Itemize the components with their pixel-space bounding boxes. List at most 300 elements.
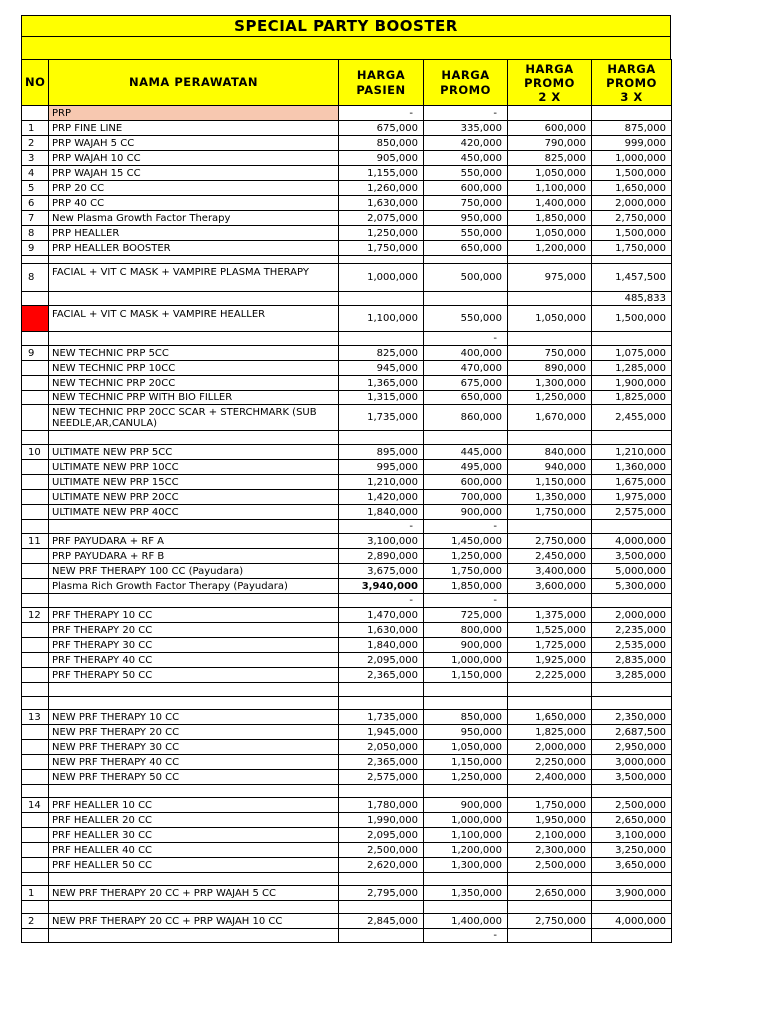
cell-harga-promo-3x <box>592 785 672 798</box>
cell-harga-promo: 900,000 <box>424 798 508 813</box>
cell-no <box>22 391 49 405</box>
table-row <box>22 256 672 264</box>
cell-nama-perawatan: PRF THERAPY 40 CC <box>49 653 339 668</box>
table-row <box>22 740 672 755</box>
cell-harga-promo-3x: 4,000,000 <box>592 914 672 929</box>
cell-harga-pasien: 3,675,000 <box>339 564 424 579</box>
cell-harga-promo-2x: 1,300,000 <box>508 376 592 391</box>
cell-harga-promo-2x: 790,000 <box>508 136 592 151</box>
cell-harga-promo: 335,000 <box>424 121 508 136</box>
cell-harga-promo: 1,150,000 <box>424 668 508 683</box>
cell-harga-promo-3x: 1,360,000 <box>592 460 672 475</box>
cell-harga-promo: 1,750,000 <box>424 564 508 579</box>
cell-nama-perawatan: PRP <box>49 106 339 121</box>
table-row <box>22 505 672 520</box>
cell-harga-promo: 1,100,000 <box>424 828 508 843</box>
cell-no <box>22 785 49 798</box>
cell-harga-promo: 650,000 <box>424 391 508 405</box>
table-row <box>22 211 672 226</box>
cell-harga-promo: 750,000 <box>424 196 508 211</box>
cell-nama-perawatan: NEW PRF THERAPY 20 CC <box>49 725 339 740</box>
cell-no <box>22 929 49 943</box>
cell-harga-promo: 1,050,000 <box>424 740 508 755</box>
table-row <box>22 431 672 445</box>
cell-harga-promo: 1,300,000 <box>424 858 508 873</box>
price-table <box>21 59 672 943</box>
cell-no <box>22 740 49 755</box>
cell-harga-pasien: 1,000,000 <box>339 264 424 292</box>
table-row <box>22 638 672 653</box>
table-row <box>22 798 672 813</box>
header-harga-promo-2x-l3: 2 X <box>538 89 561 104</box>
cell-nama-perawatan: ULTIMATE NEW PRP 10CC <box>49 460 339 475</box>
cell-harga-pasien <box>339 901 424 914</box>
cell-harga-promo: - <box>424 332 508 346</box>
cell-harga-pasien: 2,095,000 <box>339 653 424 668</box>
cell-nama-perawatan: New Plasma Growth Factor Therapy <box>49 211 339 226</box>
table-row <box>22 196 672 211</box>
cell-no <box>22 376 49 391</box>
cell-harga-promo-2x: 1,150,000 <box>508 475 592 490</box>
cell-harga-promo: 495,000 <box>424 460 508 475</box>
cell-nama-perawatan <box>49 785 339 798</box>
cell-harga-pasien: 1,780,000 <box>339 798 424 813</box>
cell-nama-perawatan: NEW PRF THERAPY 10 CC <box>49 710 339 725</box>
cell-harga-pasien <box>339 431 424 445</box>
cell-nama-perawatan: PRF THERAPY 30 CC <box>49 638 339 653</box>
cell-harga-promo-3x: 3,500,000 <box>592 549 672 564</box>
cell-nama-perawatan: PRP WAJAH 5 CC <box>49 136 339 151</box>
cell-harga-promo: - <box>424 520 508 534</box>
cell-harga-promo-2x: 2,225,000 <box>508 668 592 683</box>
cell-harga-promo-3x: 3,650,000 <box>592 858 672 873</box>
cell-nama-perawatan: PRF HEALLER 30 CC <box>49 828 339 843</box>
cell-harga-promo: 1,250,000 <box>424 770 508 785</box>
cell-no: 5 <box>22 181 49 196</box>
cell-harga-pasien: 1,735,000 <box>339 405 424 431</box>
cell-no <box>22 564 49 579</box>
cell-nama-perawatan: NEW PRF THERAPY 30 CC <box>49 740 339 755</box>
table-row <box>22 828 672 843</box>
cell-harga-promo-3x <box>592 929 672 943</box>
table-row <box>22 579 672 594</box>
table-row <box>22 914 672 929</box>
cell-nama-perawatan: NEW TECHNIC PRP 20CC SCAR + STERCHMARK (SUB NEEDLE,AR,CANULA) <box>49 405 339 431</box>
table-row <box>22 241 672 256</box>
table-row <box>22 346 672 361</box>
cell-no <box>22 106 49 121</box>
cell-harga-promo: 900,000 <box>424 638 508 653</box>
cell-no: 14 <box>22 798 49 813</box>
table-row <box>22 785 672 798</box>
cell-harga-promo: 950,000 <box>424 725 508 740</box>
cell-harga-pasien <box>339 683 424 697</box>
cell-nama-perawatan: NEW PRF THERAPY 40 CC <box>49 755 339 770</box>
cell-harga-promo-3x: 3,285,000 <box>592 668 672 683</box>
cell-harga-promo: 420,000 <box>424 136 508 151</box>
cell-no <box>22 579 49 594</box>
cell-harga-pasien: 1,100,000 <box>339 306 424 332</box>
cell-harga-promo: - <box>424 594 508 608</box>
cell-harga-promo-3x: 1,500,000 <box>592 306 672 332</box>
table-row <box>22 668 672 683</box>
cell-harga-promo-2x: 1,750,000 <box>508 505 592 520</box>
cell-nama-perawatan: ULTIMATE NEW PRP 20CC <box>49 490 339 505</box>
cell-harga-pasien: 1,945,000 <box>339 725 424 740</box>
cell-harga-promo: 450,000 <box>424 151 508 166</box>
cell-harga-promo-3x: 2,750,000 <box>592 211 672 226</box>
table-row <box>22 697 672 710</box>
cell-harga-promo-3x: 1,000,000 <box>592 151 672 166</box>
cell-harga-promo-2x <box>508 785 592 798</box>
cell-harga-pasien: 1,630,000 <box>339 623 424 638</box>
header-harga-promo-2x-l2: PROMO <box>524 75 575 90</box>
cell-harga-promo <box>424 256 508 264</box>
cell-no <box>22 505 49 520</box>
cell-harga-promo: 1,250,000 <box>424 549 508 564</box>
cell-harga-promo-2x: 940,000 <box>508 460 592 475</box>
cell-nama-perawatan: NEW TECHNIC PRP 5CC <box>49 346 339 361</box>
table-row <box>22 306 672 332</box>
cell-nama-perawatan: NEW TECHNIC PRP WITH BIO FILLER <box>49 391 339 405</box>
cell-harga-promo: 1,850,000 <box>424 579 508 594</box>
cell-harga-promo-2x: 1,350,000 <box>508 490 592 505</box>
cell-harga-promo-3x: 1,210,000 <box>592 445 672 460</box>
cell-harga-pasien: 1,260,000 <box>339 181 424 196</box>
cell-no <box>22 668 49 683</box>
cell-nama-perawatan <box>49 292 339 306</box>
cell-harga-promo: 860,000 <box>424 405 508 431</box>
cell-harga-promo-3x: 1,750,000 <box>592 241 672 256</box>
cell-harga-promo-2x <box>508 594 592 608</box>
cell-harga-promo-2x: 2,400,000 <box>508 770 592 785</box>
cell-harga-promo <box>424 292 508 306</box>
table-row <box>22 710 672 725</box>
table-row <box>22 755 672 770</box>
cell-harga-promo-2x <box>508 106 592 121</box>
cell-nama-perawatan <box>49 431 339 445</box>
cell-harga-pasien <box>339 785 424 798</box>
cell-harga-promo-3x: 3,100,000 <box>592 828 672 843</box>
cell-harga-pasien: - <box>339 520 424 534</box>
cell-harga-promo <box>424 873 508 886</box>
cell-harga-promo-3x: 2,350,000 <box>592 710 672 725</box>
cell-harga-promo: 470,000 <box>424 361 508 376</box>
cell-harga-promo-3x: 5,000,000 <box>592 564 672 579</box>
cell-nama-perawatan: PRF HEALLER 10 CC <box>49 798 339 813</box>
cell-nama-perawatan: NEW TECHNIC PRP 20CC <box>49 376 339 391</box>
cell-harga-promo: 700,000 <box>424 490 508 505</box>
header-harga-promo-3x-l1: HARGA <box>607 61 656 76</box>
cell-nama-perawatan: FACIAL + VIT C MASK + VAMPIRE PLASMA THERAPY <box>49 264 339 292</box>
cell-no: 11 <box>22 534 49 549</box>
cell-harga-promo-3x: 1,457,500 <box>592 264 672 292</box>
table-row <box>22 166 672 181</box>
cell-harga-promo-3x: 1,075,000 <box>592 346 672 361</box>
cell-nama-perawatan: PRP FINE LINE <box>49 121 339 136</box>
cell-nama-perawatan: PRP HEALLER <box>49 226 339 241</box>
cell-harga-promo-3x: 2,235,000 <box>592 623 672 638</box>
header-nama-perawatan: NAMA PERAWATAN <box>49 60 339 106</box>
cell-harga-pasien: 2,365,000 <box>339 755 424 770</box>
cell-harga-promo-2x: 1,100,000 <box>508 181 592 196</box>
cell-harga-promo-2x <box>508 697 592 710</box>
cell-harga-promo: 900,000 <box>424 505 508 520</box>
cell-harga-promo: - <box>424 106 508 121</box>
table-row <box>22 292 672 306</box>
cell-harga-promo-2x: 2,450,000 <box>508 549 592 564</box>
cell-harga-promo-3x: 1,500,000 <box>592 166 672 181</box>
cell-harga-pasien: 1,630,000 <box>339 196 424 211</box>
cell-harga-promo: 600,000 <box>424 181 508 196</box>
cell-no: 7 <box>22 211 49 226</box>
cell-harga-promo-2x: 1,400,000 <box>508 196 592 211</box>
cell-harga-promo-3x: 2,650,000 <box>592 813 672 828</box>
cell-no <box>22 813 49 828</box>
cell-harga-pasien <box>339 256 424 264</box>
cell-nama-perawatan: Plasma Rich Growth Factor Therapy (Payudara) <box>49 579 339 594</box>
cell-nama-perawatan: NEW PRF THERAPY 20 CC + PRP WAJAH 5 CC <box>49 886 339 901</box>
cell-harga-promo-2x <box>508 683 592 697</box>
cell-no: 1 <box>22 886 49 901</box>
cell-harga-pasien: 2,845,000 <box>339 914 424 929</box>
table-row <box>22 813 672 828</box>
cell-nama-perawatan: NEW PRF THERAPY 50 CC <box>49 770 339 785</box>
price-table-body <box>22 106 672 943</box>
cell-harga-pasien: - <box>339 594 424 608</box>
cell-harga-promo-2x: 2,750,000 <box>508 534 592 549</box>
cell-harga-pasien: 1,750,000 <box>339 241 424 256</box>
table-row <box>22 929 672 943</box>
cell-harga-promo-2x: 840,000 <box>508 445 592 460</box>
cell-harga-promo-3x: 485,833 <box>592 292 672 306</box>
cell-harga-promo: 800,000 <box>424 623 508 638</box>
cell-no <box>22 683 49 697</box>
table-row <box>22 106 672 121</box>
cell-nama-perawatan: PRF THERAPY 50 CC <box>49 668 339 683</box>
cell-harga-promo-2x: 2,100,000 <box>508 828 592 843</box>
cell-harga-promo-2x <box>508 929 592 943</box>
header-harga-pasien-l2: PASIEN <box>356 82 406 97</box>
cell-nama-perawatan <box>49 873 339 886</box>
cell-nama-perawatan: FACIAL + VIT C MASK + VAMPIRE HEALLER <box>49 306 339 332</box>
cell-harga-promo-3x: 3,000,000 <box>592 755 672 770</box>
cell-harga-pasien <box>339 292 424 306</box>
table-row <box>22 121 672 136</box>
cell-harga-pasien: 2,620,000 <box>339 858 424 873</box>
header-harga-pasien <box>339 60 424 106</box>
cell-harga-promo-2x <box>508 901 592 914</box>
cell-harga-promo-2x: 3,600,000 <box>508 579 592 594</box>
cell-no <box>22 306 49 332</box>
cell-nama-perawatan <box>49 901 339 914</box>
cell-nama-perawatan: PRF THERAPY 10 CC <box>49 608 339 623</box>
cell-harga-promo-3x: 2,950,000 <box>592 740 672 755</box>
cell-harga-promo-2x: 1,525,000 <box>508 623 592 638</box>
cell-harga-promo-2x <box>508 431 592 445</box>
cell-harga-pasien: 825,000 <box>339 346 424 361</box>
cell-nama-perawatan: PRF PAYUDARA + RF A <box>49 534 339 549</box>
table-row <box>22 361 672 376</box>
table-row <box>22 490 672 505</box>
cell-no <box>22 475 49 490</box>
cell-harga-promo-2x <box>508 292 592 306</box>
cell-harga-promo <box>424 785 508 798</box>
table-row <box>22 475 672 490</box>
cell-no <box>22 770 49 785</box>
cell-no <box>22 549 49 564</box>
cell-no <box>22 653 49 668</box>
cell-nama-perawatan: ULTIMATE NEW PRP 5CC <box>49 445 339 460</box>
cell-nama-perawatan <box>49 332 339 346</box>
table-row <box>22 725 672 740</box>
table-row <box>22 683 672 697</box>
cell-no <box>22 460 49 475</box>
cell-harga-promo-3x: 1,900,000 <box>592 376 672 391</box>
cell-no <box>22 292 49 306</box>
cell-harga-pasien <box>339 873 424 886</box>
table-row <box>22 653 672 668</box>
cell-harga-promo-3x: 1,650,000 <box>592 181 672 196</box>
cell-harga-promo <box>424 697 508 710</box>
cell-harga-promo-3x: 999,000 <box>592 136 672 151</box>
cell-harga-promo-3x <box>592 594 672 608</box>
table-row <box>22 226 672 241</box>
table-row <box>22 460 672 475</box>
cell-harga-promo-2x: 1,725,000 <box>508 638 592 653</box>
cell-harga-pasien: 1,420,000 <box>339 490 424 505</box>
cell-harga-promo-3x: 2,687,500 <box>592 725 672 740</box>
cell-nama-perawatan: NEW TECHNIC PRP 10CC <box>49 361 339 376</box>
cell-harga-promo-2x: 1,750,000 <box>508 798 592 813</box>
cell-harga-promo-3x <box>592 697 672 710</box>
cell-harga-promo-2x <box>508 256 592 264</box>
cell-harga-pasien: - <box>339 106 424 121</box>
table-row <box>22 858 672 873</box>
cell-harga-promo-3x <box>592 873 672 886</box>
cell-harga-pasien: 995,000 <box>339 460 424 475</box>
cell-harga-promo-2x: 2,300,000 <box>508 843 592 858</box>
cell-no <box>22 873 49 886</box>
cell-nama-perawatan: NEW PRF THERAPY 100 CC (Payudara) <box>49 564 339 579</box>
cell-harga-pasien: 2,500,000 <box>339 843 424 858</box>
cell-nama-perawatan: NEW PRF THERAPY 20 CC + PRP WAJAH 10 CC <box>49 914 339 929</box>
cell-harga-promo-2x: 1,050,000 <box>508 166 592 181</box>
table-row <box>22 770 672 785</box>
cell-harga-promo-2x: 1,925,000 <box>508 653 592 668</box>
cell-no <box>22 405 49 431</box>
cell-nama-perawatan: PRF HEALLER 20 CC <box>49 813 339 828</box>
cell-harga-promo-2x: 750,000 <box>508 346 592 361</box>
cell-harga-promo: 445,000 <box>424 445 508 460</box>
cell-harga-promo-3x: 1,285,000 <box>592 361 672 376</box>
table-row <box>22 549 672 564</box>
cell-harga-promo-2x: 3,400,000 <box>508 564 592 579</box>
cell-no: 2 <box>22 136 49 151</box>
cell-harga-promo <box>424 901 508 914</box>
table-row <box>22 901 672 914</box>
cell-harga-promo-3x <box>592 683 672 697</box>
cell-harga-promo-2x: 1,825,000 <box>508 725 592 740</box>
header-harga-promo-3x-l2: PROMO <box>606 75 657 90</box>
cell-harga-pasien <box>339 332 424 346</box>
cell-harga-pasien: 1,365,000 <box>339 376 424 391</box>
cell-nama-perawatan: PRF HEALLER 50 CC <box>49 858 339 873</box>
cell-no <box>22 594 49 608</box>
cell-no <box>22 361 49 376</box>
cell-no: 13 <box>22 710 49 725</box>
cell-harga-pasien: 1,155,000 <box>339 166 424 181</box>
cell-harga-promo-3x: 875,000 <box>592 121 672 136</box>
cell-harga-promo-3x <box>592 332 672 346</box>
cell-harga-promo-2x: 2,750,000 <box>508 914 592 929</box>
cell-harga-pasien: 2,890,000 <box>339 549 424 564</box>
cell-no <box>22 520 49 534</box>
cell-harga-promo-2x: 1,200,000 <box>508 241 592 256</box>
cell-no <box>22 725 49 740</box>
cell-harga-promo-2x: 2,250,000 <box>508 755 592 770</box>
header-harga-promo-l2: PROMO <box>440 82 491 97</box>
header-harga-pasien-l1: HARGA <box>356 67 406 82</box>
cell-no <box>22 697 49 710</box>
header-harga-promo-2x <box>508 60 592 106</box>
cell-harga-pasien <box>339 929 424 943</box>
cell-harga-pasien: 675,000 <box>339 121 424 136</box>
table-row <box>22 264 672 292</box>
header-harga-promo <box>424 60 508 106</box>
cell-harga-promo-2x: 1,375,000 <box>508 608 592 623</box>
cell-harga-promo-2x <box>508 332 592 346</box>
cell-harga-pasien: 905,000 <box>339 151 424 166</box>
cell-harga-pasien: 2,795,000 <box>339 886 424 901</box>
table-row <box>22 405 672 431</box>
cell-harga-promo-2x: 975,000 <box>508 264 592 292</box>
cell-harga-pasien: 1,470,000 <box>339 608 424 623</box>
cell-harga-pasien: 945,000 <box>339 361 424 376</box>
cell-nama-perawatan: PRP WAJAH 15 CC <box>49 166 339 181</box>
cell-no: 12 <box>22 608 49 623</box>
table-row <box>22 843 672 858</box>
cell-harga-pasien: 2,575,000 <box>339 770 424 785</box>
cell-no: 6 <box>22 196 49 211</box>
cell-harga-pasien: 1,840,000 <box>339 638 424 653</box>
cell-harga-pasien: 3,940,000 <box>339 579 424 594</box>
cell-nama-perawatan <box>49 697 339 710</box>
cell-nama-perawatan <box>49 929 339 943</box>
cell-harga-pasien: 2,075,000 <box>339 211 424 226</box>
cell-harga-promo: 1,400,000 <box>424 914 508 929</box>
header-no: NO <box>22 60 49 106</box>
cell-harga-pasien: 1,990,000 <box>339 813 424 828</box>
cell-harga-promo: 1,200,000 <box>424 843 508 858</box>
cell-no <box>22 858 49 873</box>
cell-harga-promo: 400,000 <box>424 346 508 361</box>
cell-harga-promo-2x: 890,000 <box>508 361 592 376</box>
cell-no: 1 <box>22 121 49 136</box>
cell-no: 8 <box>22 226 49 241</box>
cell-harga-promo-3x: 1,975,000 <box>592 490 672 505</box>
cell-harga-promo-3x <box>592 431 672 445</box>
cell-harga-promo: 675,000 <box>424 376 508 391</box>
cell-harga-pasien: 1,315,000 <box>339 391 424 405</box>
cell-harga-promo-3x: 1,675,000 <box>592 475 672 490</box>
cell-nama-perawatan: PRF HEALLER 40 CC <box>49 843 339 858</box>
cell-harga-promo: 600,000 <box>424 475 508 490</box>
table-row <box>22 136 672 151</box>
table-row <box>22 534 672 549</box>
cell-no <box>22 638 49 653</box>
cell-harga-pasien: 3,100,000 <box>339 534 424 549</box>
